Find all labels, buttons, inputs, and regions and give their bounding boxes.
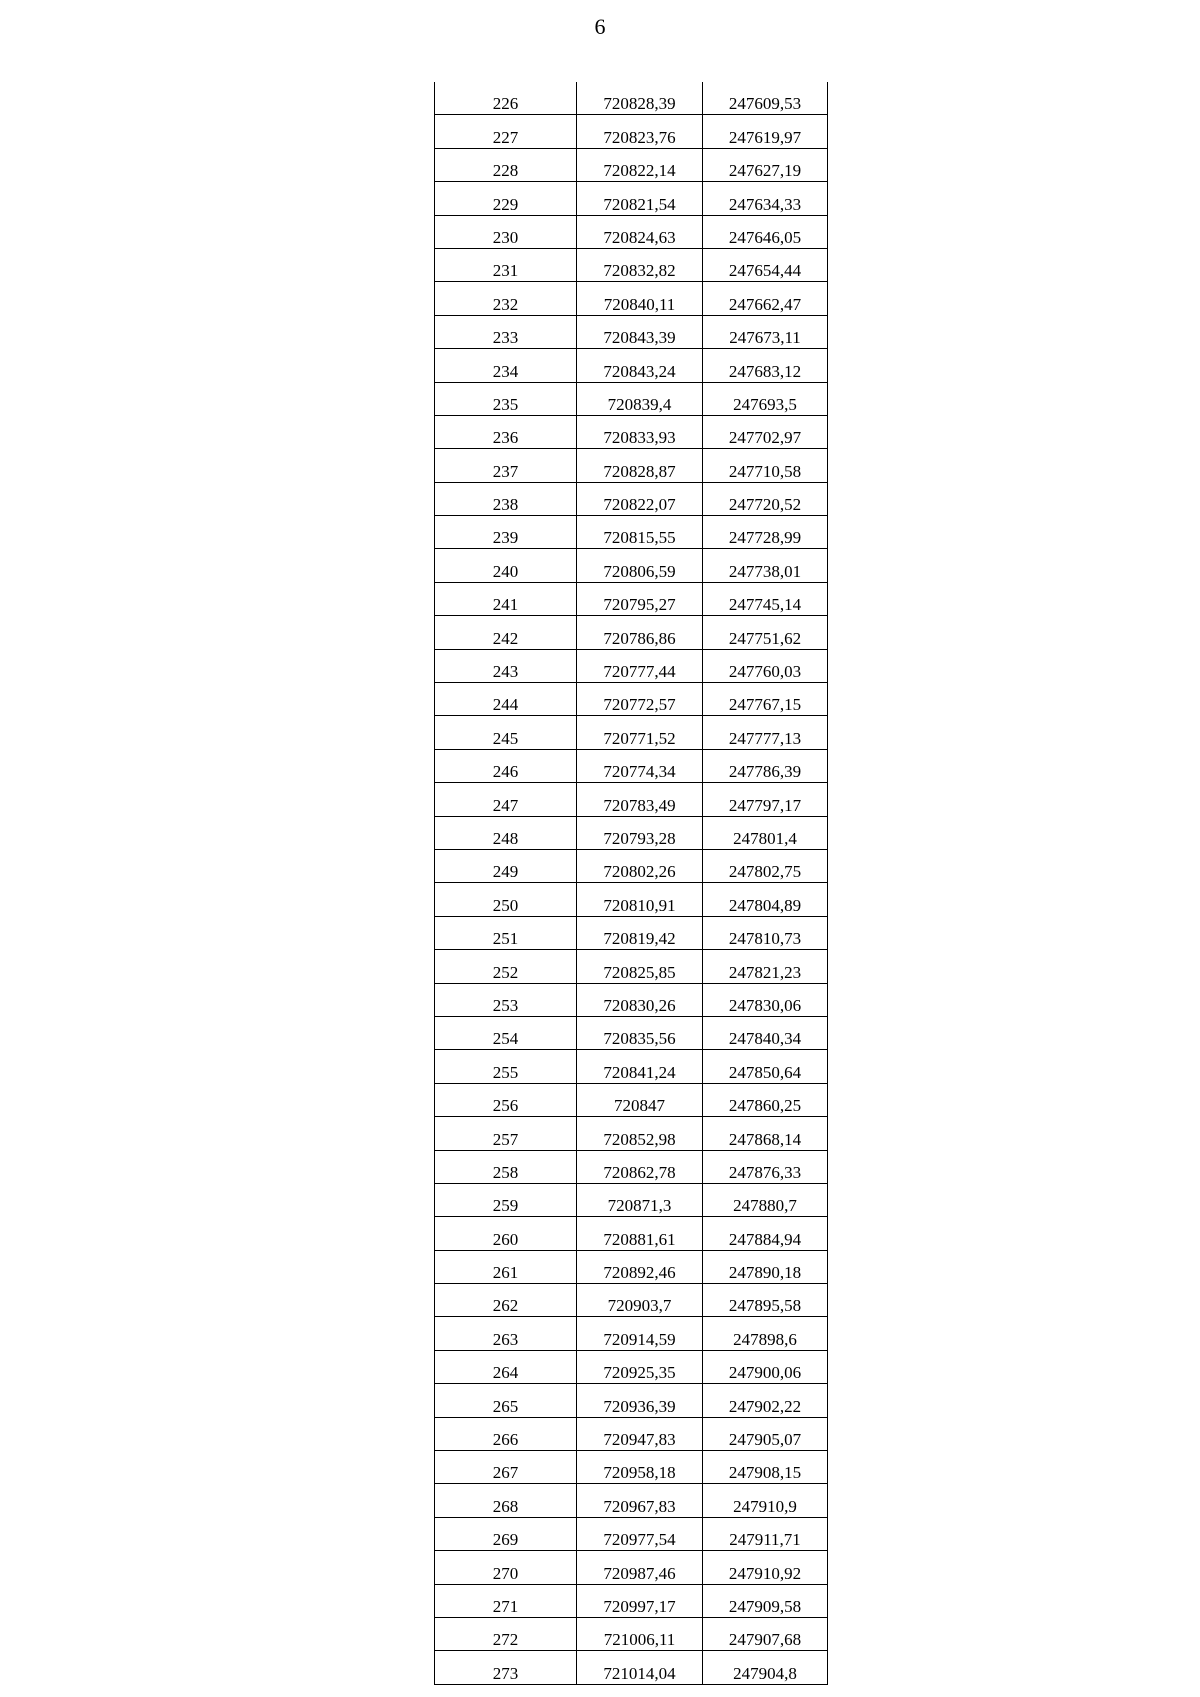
point-number-cell: 259 [435,1183,577,1216]
table-row [435,1250,828,1283]
point-number-cell: 229 [435,182,577,215]
table-row [435,1551,828,1584]
point-number-cell: 244 [435,683,577,716]
table-row [435,1284,828,1317]
y-coordinate-cell: 247720,52 [703,482,828,515]
y-coordinate-cell: 247646,05 [703,215,828,248]
y-coordinate-cell: 247907,68 [703,1617,828,1650]
x-coordinate-cell: 721006,11 [577,1617,703,1650]
table-row [435,683,828,716]
table-row [435,315,828,348]
x-coordinate-cell: 720847 [577,1083,703,1116]
table-row [435,1651,828,1684]
x-coordinate-cell: 720823,76 [577,115,703,148]
y-coordinate-cell: 247745,14 [703,582,828,615]
x-coordinate-cell: 720786,86 [577,616,703,649]
point-number-cell: 271 [435,1584,577,1617]
y-coordinate-cell: 247710,58 [703,449,828,482]
table-row [435,983,828,1016]
point-number-cell: 264 [435,1350,577,1383]
table-row [435,449,828,482]
x-coordinate-cell: 720772,57 [577,683,703,716]
point-number-cell: 265 [435,1384,577,1417]
table-row [435,1117,828,1150]
point-number-cell: 263 [435,1317,577,1350]
y-coordinate-cell: 247868,14 [703,1117,828,1150]
table-row [435,649,828,682]
y-coordinate-cell: 247830,06 [703,983,828,1016]
point-number-cell: 235 [435,382,577,415]
x-coordinate-cell: 720839,4 [577,382,703,415]
x-coordinate-cell: 720977,54 [577,1517,703,1550]
y-coordinate-cell: 247786,39 [703,749,828,782]
y-coordinate-cell: 247904,8 [703,1651,828,1684]
table-row [435,382,828,415]
y-coordinate-cell: 247908,15 [703,1451,828,1484]
y-coordinate-cell: 247860,25 [703,1083,828,1116]
point-number-cell: 233 [435,315,577,348]
point-number-cell: 246 [435,749,577,782]
point-number-cell: 242 [435,616,577,649]
table-row [435,1484,828,1517]
point-number-cell: 245 [435,716,577,749]
y-coordinate-cell: 247751,62 [703,616,828,649]
y-coordinate-cell: 247810,73 [703,916,828,949]
table-row [435,182,828,215]
x-coordinate-cell: 720774,34 [577,749,703,782]
y-coordinate-cell: 247702,97 [703,415,828,448]
x-coordinate-cell: 720828,39 [577,82,703,115]
y-coordinate-cell: 247884,94 [703,1217,828,1250]
point-number-cell: 272 [435,1617,577,1650]
table-row [435,148,828,181]
y-coordinate-cell: 247801,4 [703,816,828,849]
y-coordinate-cell: 247619,97 [703,115,828,148]
y-coordinate-cell: 247890,18 [703,1250,828,1283]
table-row [435,115,828,148]
y-coordinate-cell: 247902,22 [703,1384,828,1417]
y-coordinate-cell: 247738,01 [703,549,828,582]
point-number-cell: 256 [435,1083,577,1116]
x-coordinate-cell: 720795,27 [577,582,703,615]
x-coordinate-cell: 720862,78 [577,1150,703,1183]
table-row [435,516,828,549]
y-coordinate-cell: 247876,33 [703,1150,828,1183]
point-number-cell: 231 [435,248,577,281]
x-coordinate-cell: 720806,59 [577,549,703,582]
point-number-cell: 226 [435,82,577,115]
point-number-cell: 250 [435,883,577,916]
y-coordinate-cell: 247905,07 [703,1417,828,1450]
table-row [435,1517,828,1550]
point-number-cell: 249 [435,849,577,882]
point-number-cell: 243 [435,649,577,682]
y-coordinate-cell: 247911,71 [703,1517,828,1550]
table-row [435,1584,828,1617]
coordinates-table-body [435,82,828,1684]
y-coordinate-cell: 247910,9 [703,1484,828,1517]
y-coordinate-cell: 247609,53 [703,82,828,115]
x-coordinate-cell: 720936,39 [577,1384,703,1417]
table-row [435,549,828,582]
y-coordinate-cell: 247634,33 [703,182,828,215]
table-row [435,415,828,448]
x-coordinate-cell: 720793,28 [577,816,703,849]
x-coordinate-cell: 721014,04 [577,1651,703,1684]
table-row [435,1617,828,1650]
table-row [435,1150,828,1183]
point-number-cell: 267 [435,1451,577,1484]
x-coordinate-cell: 720841,24 [577,1050,703,1083]
x-coordinate-cell: 720822,14 [577,148,703,181]
table-row [435,749,828,782]
y-coordinate-cell: 247654,44 [703,248,828,281]
point-number-cell: 228 [435,148,577,181]
table-row [435,1451,828,1484]
y-coordinate-cell: 247909,58 [703,1584,828,1617]
y-coordinate-cell: 247760,03 [703,649,828,682]
x-coordinate-cell: 720925,35 [577,1350,703,1383]
point-number-cell: 230 [435,215,577,248]
point-number-cell: 238 [435,482,577,515]
table-row [435,1050,828,1083]
point-number-cell: 241 [435,582,577,615]
table-row [435,883,828,916]
x-coordinate-cell: 720903,7 [577,1284,703,1317]
x-coordinate-cell: 720810,91 [577,883,703,916]
table-row [435,248,828,281]
table-row [435,1350,828,1383]
x-coordinate-cell: 720824,63 [577,215,703,248]
x-coordinate-cell: 720947,83 [577,1417,703,1450]
x-coordinate-cell: 720840,11 [577,282,703,315]
y-coordinate-cell: 247900,06 [703,1350,828,1383]
y-coordinate-cell: 247880,7 [703,1183,828,1216]
y-coordinate-cell: 247693,5 [703,382,828,415]
point-number-cell: 232 [435,282,577,315]
table-row [435,1183,828,1216]
table-row [435,950,828,983]
x-coordinate-cell: 720833,93 [577,415,703,448]
point-number-cell: 240 [435,549,577,582]
y-coordinate-cell: 247797,17 [703,783,828,816]
x-coordinate-cell: 720771,52 [577,716,703,749]
point-number-cell: 270 [435,1551,577,1584]
point-number-cell: 254 [435,1016,577,1049]
x-coordinate-cell: 720783,49 [577,783,703,816]
y-coordinate-cell: 247821,23 [703,950,828,983]
y-coordinate-cell: 247910,92 [703,1551,828,1584]
x-coordinate-cell: 720871,3 [577,1183,703,1216]
point-number-cell: 236 [435,415,577,448]
point-number-cell: 268 [435,1484,577,1517]
table-row [435,282,828,315]
table-row [435,783,828,816]
table-row [435,1016,828,1049]
point-number-cell: 237 [435,449,577,482]
x-coordinate-cell: 720835,56 [577,1016,703,1049]
x-coordinate-cell: 720832,82 [577,248,703,281]
y-coordinate-cell: 247850,64 [703,1050,828,1083]
point-number-cell: 257 [435,1117,577,1150]
y-coordinate-cell: 247767,15 [703,683,828,716]
point-number-cell: 269 [435,1517,577,1550]
point-number-cell: 227 [435,115,577,148]
table-row [435,849,828,882]
y-coordinate-cell: 247802,75 [703,849,828,882]
point-number-cell: 251 [435,916,577,949]
point-number-cell: 255 [435,1050,577,1083]
x-coordinate-cell: 720802,26 [577,849,703,882]
x-coordinate-cell: 720852,98 [577,1117,703,1150]
x-coordinate-cell: 720914,59 [577,1317,703,1350]
x-coordinate-cell: 720987,46 [577,1551,703,1584]
point-number-cell: 258 [435,1150,577,1183]
table-row [435,582,828,615]
point-number-cell: 273 [435,1651,577,1684]
y-coordinate-cell: 247673,11 [703,315,828,348]
y-coordinate-cell: 247898,6 [703,1317,828,1350]
x-coordinate-cell: 720777,44 [577,649,703,682]
table-row [435,482,828,515]
x-coordinate-cell: 720958,18 [577,1451,703,1484]
table-row [435,1417,828,1450]
point-number-cell: 262 [435,1284,577,1317]
x-coordinate-cell: 720881,61 [577,1217,703,1250]
y-coordinate-cell: 247683,12 [703,349,828,382]
y-coordinate-cell: 247895,58 [703,1284,828,1317]
table-row [435,1317,828,1350]
x-coordinate-cell: 720825,85 [577,950,703,983]
y-coordinate-cell: 247777,13 [703,716,828,749]
table-row [435,82,828,115]
y-coordinate-cell: 247840,34 [703,1016,828,1049]
x-coordinate-cell: 720815,55 [577,516,703,549]
y-coordinate-cell: 247804,89 [703,883,828,916]
point-number-cell: 266 [435,1417,577,1450]
x-coordinate-cell: 720892,46 [577,1250,703,1283]
table-row [435,215,828,248]
x-coordinate-cell: 720843,39 [577,315,703,348]
page-number: 6 [594,14,606,39]
x-coordinate-cell: 720997,17 [577,1584,703,1617]
point-number-cell: 247 [435,783,577,816]
point-number-cell: 252 [435,950,577,983]
coordinates-table [434,82,828,1685]
table-row [435,349,828,382]
point-number-cell: 261 [435,1250,577,1283]
x-coordinate-cell: 720828,87 [577,449,703,482]
table-row [435,1384,828,1417]
table-row [435,816,828,849]
x-coordinate-cell: 720822,07 [577,482,703,515]
table-row [435,1083,828,1116]
x-coordinate-cell: 720830,26 [577,983,703,1016]
y-coordinate-cell: 247627,19 [703,148,828,181]
table-row [435,1217,828,1250]
table-row [435,616,828,649]
point-number-cell: 234 [435,349,577,382]
table-row [435,716,828,749]
x-coordinate-cell: 720843,24 [577,349,703,382]
y-coordinate-cell: 247728,99 [703,516,828,549]
point-number-cell: 260 [435,1217,577,1250]
y-coordinate-cell: 247662,47 [703,282,828,315]
table-row [435,916,828,949]
point-number-cell: 239 [435,516,577,549]
x-coordinate-cell: 720821,54 [577,182,703,215]
x-coordinate-cell: 720819,42 [577,916,703,949]
x-coordinate-cell: 720967,83 [577,1484,703,1517]
point-number-cell: 248 [435,816,577,849]
point-number-cell: 253 [435,983,577,1016]
